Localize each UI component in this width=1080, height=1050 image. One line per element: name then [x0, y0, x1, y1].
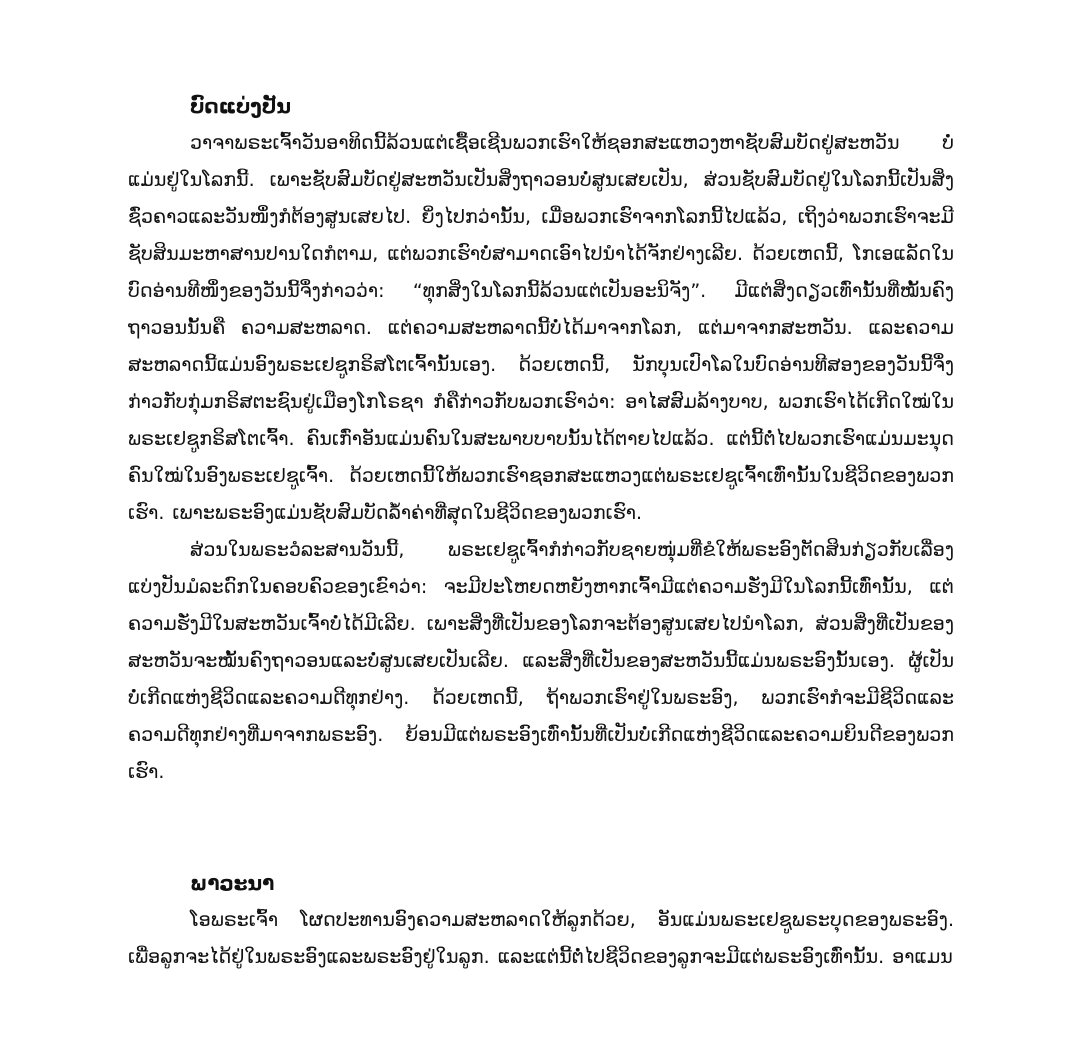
- reflection-heading: ບົດແບ່ງປັນ: [190, 94, 291, 118]
- document-page: [128, 88, 954, 976]
- section-spacer: [128, 791, 954, 865]
- prayer-paragraph: ໂອພຣະເຈົ້າ ໂຜດປະທານອົງຄວາມສະຫລາດໃຫ້ລູກດ້ວຍ, ອັນແມ່ນພຣະເຢຊູພຣະບຸດຂອງພຣະອົງ. ເພື່ອລູກຈະໄດ້ຢູ່ໃນພຣະອົງແລະພຣະອົງຢູ່ໃນລູກ. ແລະແຕ່ນີ້ຕໍ່ໄປຊີວິດຂອງລູກຈະມີແຕ່ພຣະອົງເທົ່ານັ້ນ. ອາແມນ: [128, 909, 954, 968]
- reflection-paragraph-1: ວາຈາພຣະເຈົ້າວັນອາທິດນີ້ລ້ວນແຕ່ເຊື້ອເຊີນພວກເຮົາໃຫ້ຊອກສະແຫວງຫາຊັບສົມບັດຢູ່ສະຫວັນ ບໍ່ແມ່ນຢູ່ໃນໂລກນີ້. ເພາະຊັບສົມບັດຢູ່ສະຫວັນເປັນສິ່ງຖາວອນບໍ່ສູນເສຍເປັນ, ສ່ວນຊັບສົມບັດຢູ່ໃນໂລກນີ້ເປັນສິ່ງຊົ່ວຄາວແລະວັນໜຶ່ງກໍຕ້ອງສູນເສຍໄປ. ຍິ່ງໄປກວ່ານັ້ນ, ເມື່ອພວກເຮົາຈາກໂລກນີ້ໄປແລ້ວ, ເຖິງວ່າພວກເຮົາຈະມີຊັບສິນມະຫາສານປານໃດກໍຕາມ, ແຕ່ພວກເຮົາບໍ່ສາມາດເອົາໄປນຳໄດ້ຈັກຢ່າງເລີຍ. ດ້ວຍເຫດນີ້, ໂກເອແລັດໃນບົດອ່ານທີໜຶ່ງຂອງວັນນີ້ຈຶ່ງກ່າວວ່າ: “ທຸກສິ່ງໃນໂລກນີ້ລ້ວນແຕ່ເປັນອະນິຈັງ”. ມີແຕ່ສິ່ງດຽວເທົ່ານັ້ນທີ່ໝັ້ນຄົງຖາວອນນັ້ນຄື ຄວາມສະຫລາດ. ແຕ່ຄວາມສະຫລາດນີ້ບໍ່ໄດ້ມາຈາກໂລກ, ແຕ່ມາຈາກສະຫວັນ. ແລະຄວາມສະຫລາດນີ້ແມ່ນອົງພຣະເຢຊູກຣິສໂຕເຈົ້ານັ້ນເອງ. ດ້ວຍເຫດນີ້, ນັກບຸນເປົາໂລໃນບົດອ່ານທີສອງຂອງວັນນີ້ຈຶ່ງກ່າວກັບກຸ່ມກຣິສຕະຊົນຢູ່ເມືອງໂກໂຣຊາ ກໍຄືກ່າວກັບພວກເຮົາວ່າ: ອາໄສສົມລ້າງບາບ, ພວກເຮົາໄດ້ເກີດໃໝ່ໃນພຣະເຢຊູກຣິສໂຕເຈົ້າ. ຄົນເກົ່າອັນແມ່ນຄົນໃນສະພາບບາບນັ້ນໄດ້ຕາຍໄປແລ້ວ. ແຕ່ນີ້ຕໍ່ໄປພວກເຮົາແມ່ນມະນຸດຄົນໃໝ່ໃນອົງພຣະເຢຊູເຈົ້າ. ດ້ວຍເຫດນີ້ໃຫ້ພວກເຮົາຊອກສະແຫວງແຕ່ພຣະເຢຊູເຈົ້າເທົ່ານັ້ນໃນຊີວິດຂອງພວກເຮົາ. ເພາະພຣະອົງແມ່ນຊັບສົມບັດລ້ຳຄ່າທີ່ສຸດໃນຊີວິດຂອງພວກເຮົາ.: [128, 132, 954, 524]
- reflection-paragraph-2: ສ່ວນໃນພຣະວໍລະສານວັນນີ້, ພຣະເຢຊູເຈົ້າກໍກ່າວກັບຊາຍໜຸ່ມທີ່ຂໍໃຫ້ພຣະອົງຕັດສິນກ່ຽວກັບເລື່ອງແບ່ງປັນມໍລະດົກໃນຄອບຄົວຂອງເຂົາວ່າ: ຈະມີປະໂຫຍດຫຍັງຫາກເຈົ້າມີແຕ່ຄວາມຮັ່ງມີໃນໂລກນີ້ເທົ່ານັ້ນ, ແຕ່ຄວາມຮັ່ງມີໃນສະຫວັນເຈົ້າບໍ່ໄດ້ມີເລີຍ. ເພາະສິ່ງທີ່ເປັນຂອງໂລກຈະຕ້ອງສູນເສຍໄປນຳໂລກ, ສ່ວນສິ່ງທີ່ເປັນຂອງສະຫວັນຈະໝັ້ນຄົງຖາວອນແລະບໍ່ສູນເສຍເປັນເລີຍ. ແລະສິ່ງທີ່ເປັນຂອງສະຫວັນນີ້ແມ່ນພຣະອົງນັ້ນເອງ. ຜູ້ເປັນບໍ່ເກີດແຫ່ງຊີວິດແລະຄວາມດີທຸກຢ່າງ. ດ້ວຍເຫດນີ້, ຖ້າພວກເຮົາຢູ່ໃນພຣະອົງ, ພວກເຮົາກໍຈະມີຊີວິດແລະຄວາມດີທຸກຢ່າງທີ່ມາຈາກພຣະອົງ. ຍ້ອນມີແຕ່ພຣະອົງເທົ່ານັ້ນທີ່ເປັນບໍ່ເກີດແຫ່ງຊີວິດແລະຄວາມຍິນດີຂອງພວກເຮົາ.: [128, 539, 954, 783]
- prayer-heading: ພາວະນາ: [190, 871, 275, 895]
